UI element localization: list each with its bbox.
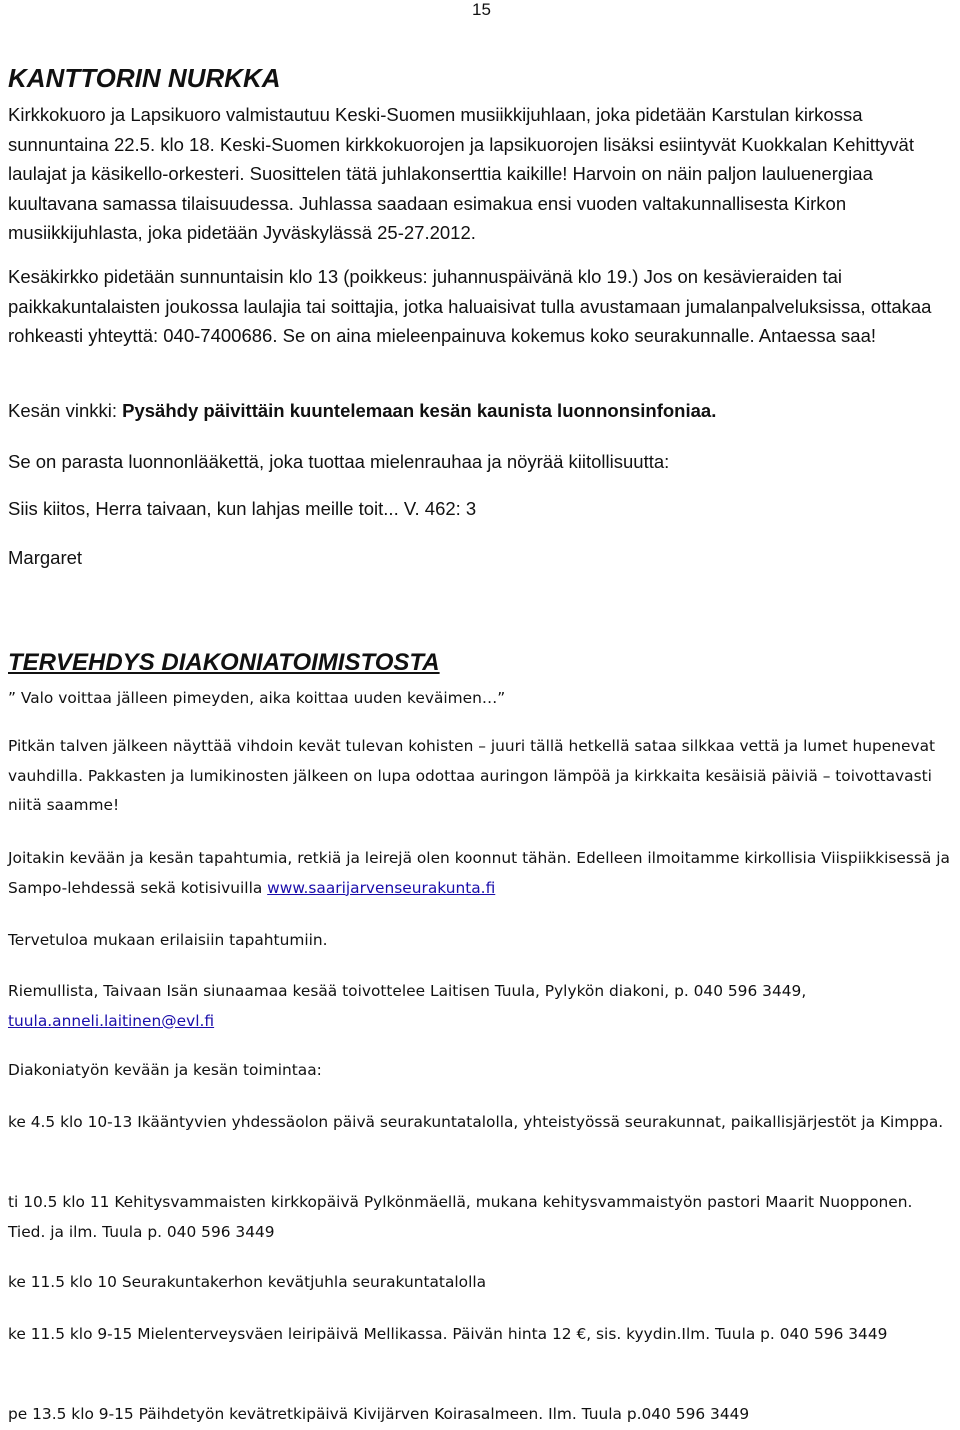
- website-link[interactable]: www.saarijarvenseurakunta.fi: [267, 878, 496, 897]
- diakonia-paragraph-1: Pitkän talven jälkeen näyttää vihdoin kevät tulevan kohisten – juuri tällä hetkellä sataa silkkaa vettä ja lumet hupenevat vauhdilla. Pakkasten ja lumikinosten jälkeen on lupa odottaa auringon lämpöä ja kirkkaita kesäisiä päiviä – toivottavasti niitä saamme!: [8, 737, 936, 815]
- diakonia-paragraph-4-text: Riemullista, Taivaan Isän siunaamaa kesää toivottelee Laitisen Tuula, Pylykön diakoni, p. 040 596 3449,: [8, 982, 807, 1000]
- diakonia-paragraph-4: [8, 977, 953, 1036]
- page-number: 15: [472, 0, 491, 19]
- diakonia-paragraph-2: [8, 844, 953, 903]
- event-item: ke 11.5 klo 9-15 Mielenterveysväen leiripäivä Mellikassa. Päivän hinta 12 €, sis. kyydin.Ilm. Tuula p. 040 596 3449: [8, 1325, 888, 1343]
- email-link[interactable]: tuula.anneli.laitinen@evl.fi: [8, 1011, 215, 1030]
- events-heading: Diakoniatyön kevään ja kesän toimintaa:: [8, 1061, 322, 1079]
- event-item: pe 13.5 klo 9-15 Päihdetyön kevätretkipäivä Kivijärven Koirasalmeen. Ilm. Tuula p.040 596 3449: [8, 1405, 750, 1423]
- diakonia-title: TERVEHDYS DIAKONIATOIMISTOSTA: [8, 649, 440, 676]
- summer-tip: [8, 396, 953, 426]
- diakonia-paragraph-2-text: Joitakin kevään ja kesän tapahtumia, retkiä ja leirejä olen koonnut tähän. Edelleen ilmoitamme kirkollisia Viispiikkisessä ja Sampo-lehdessä sekä kotisivuilla: [8, 849, 950, 897]
- summer-tip-prefix: Kesän vinkki:: [8, 400, 123, 421]
- kanttori-title: KANTTORIN NURKKA: [8, 63, 281, 93]
- signature: Margaret: [8, 547, 83, 568]
- event-item: ke 4.5 klo 10-13 Ikääntyvien yhdessäolon päivä seurakuntatalolla, yhteistyössä seurakunnat, paikallisjärjestöt ja Kimppa.: [8, 1113, 944, 1131]
- diakonia-paragraph-3: Tervetuloa mukaan erilaisiin tapahtumiin.: [8, 931, 328, 949]
- summer-tip-bold: Pysähdy päivittäin kuuntelemaan kesän kaunista luonnonsinfoniaa.: [122, 400, 717, 421]
- event-item: ti 10.5 klo 11 Kehitysvammaisten kirkkopäivä Pylkönmäellä, mukana kehitysvammaistyön pastori Maarit Nuopponen. Tied. ja ilm. Tuula p. 040 596 3449: [8, 1193, 913, 1241]
- kanttori-paragraph-3: Se on parasta luonnonlääkettä, joka tuottaa mielenrauhaa ja nöyrää kiitollisuutta:: [8, 451, 670, 472]
- event-item: ke 11.5 klo 10 Seurakuntakerhon kevätjuhla seurakuntatalolla: [8, 1273, 487, 1291]
- hymn-quote: Siis kiitos, Herra taivaan, kun lahjas meille toit... V. 462: 3: [8, 498, 477, 519]
- kanttori-paragraph-1: Kirkkokuoro ja Lapsikuoro valmistautuu Keski-Suomen musiikkijuhlaan, joka pidetään Karstulan kirkossa sunnuntaina 22.5. klo 18. Keski-Suomen kirkkokuorojen ja lapsikuorojen lisäksi esiintyvät Kuokkalan Kehittyvät laulajat ja käsikello-orkesteri. Suosittelen tätä juhlakonserttia kaikille! Harvoin on näin paljon lauluenergiaa kuultavana samassa tilaisuudessa. Juhlassa saadaan esimakua ensi vuoden valtakunnallisesta Kirkon musiikkijuhlasta, joka pidetään Jyväskylässä 25-27.2012.: [8, 104, 914, 244]
- diakonia-quote: ” Valo voittaa jälleen pimeyden, aika koittaa uuden keväimen…”: [8, 689, 506, 707]
- kanttori-paragraph-2: Kesäkirkko pidetään sunnuntaisin klo 13 (poikkeus: juhannuspäivänä klo 19.) Jos on kesävieraiden tai paikkakuntalaisten joukossa laulajia tai soittajia, jotka haluaisivat tulla avustamaan jumalanpalveluksissa, ottakaa rohkeasti yhteyttä: 040-7400686. Se on aina mieleenpainuva kokemus koko seurakunnalle. Antaessa saa!: [8, 266, 932, 347]
